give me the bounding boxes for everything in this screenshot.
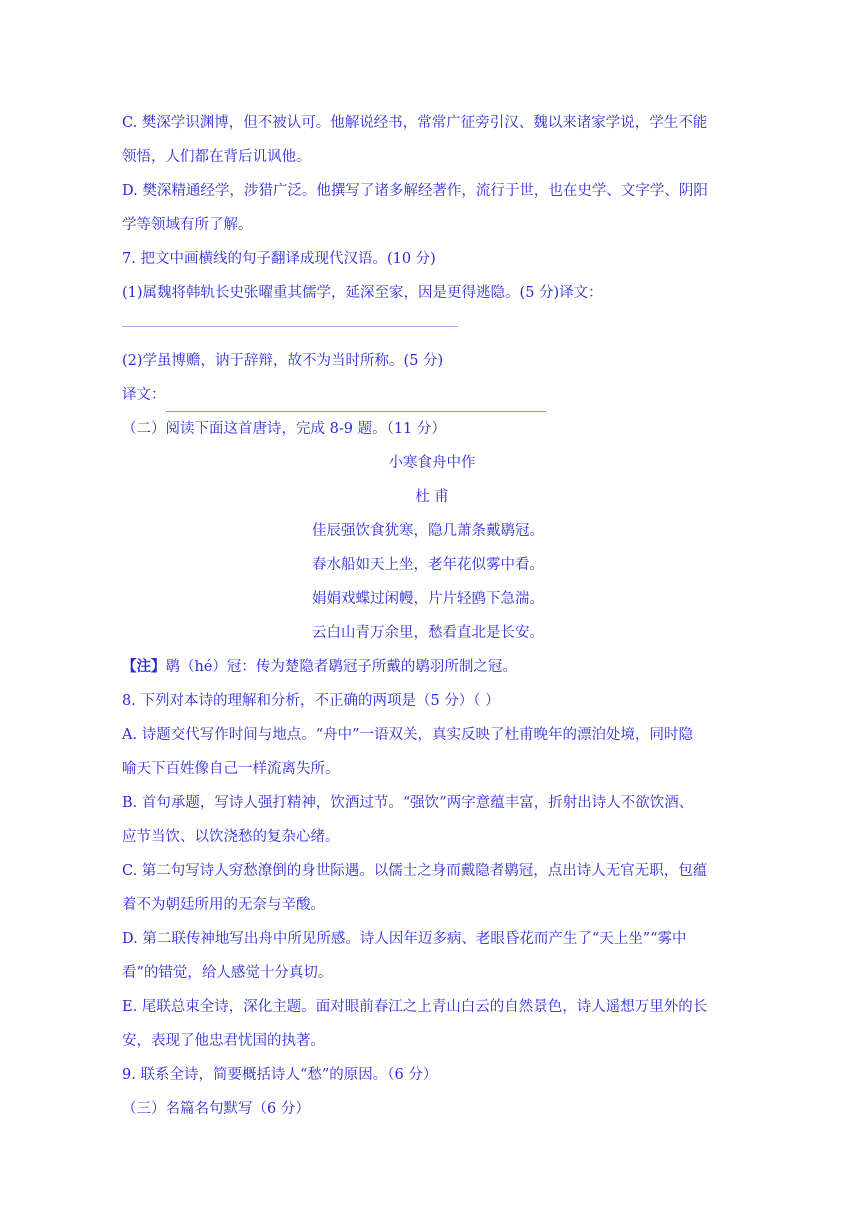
poem-line-2: 春水船如天上坐，老年花似雾中看。 <box>312 557 544 573</box>
translation-line <box>122 378 742 412</box>
answer-blank-1 <box>122 310 742 344</box>
option-c-line-2: 领悟，人们都在背后讥讽他。 <box>122 149 311 165</box>
question-8-option-b-line-1: B. 首句承题，写诗人强打精神，饮酒过节。“强饮”两字意蕴丰富，折射出诗人不欲饮酒、 <box>122 795 694 811</box>
question-8-option-e-line-2: 安，表现了他忠君忧国的执著。 <box>122 1033 325 1049</box>
question-8-option-c-line-1: C. 第二句写诗人穷愁潦倒的身世际遇。以儒士之身而戴隐者鹖冠，点出诗人无官无职，包蕴 <box>122 863 708 879</box>
question-7-part-2: (2)学虽博赡，讷于辞辩，故不为当时所称。(5 分) <box>122 353 444 369</box>
question-9: 9. 联系全诗，简要概括诗人“愁”的原因。（6 分） <box>122 1067 438 1083</box>
poem-line-4: 云白山青万余里，愁看直北是长安。 <box>312 625 544 641</box>
question-8-option-b-line-2: 应节当饮、以饮浇愁的复杂心绪。 <box>122 829 340 845</box>
question-7: 7. 把文中画横线的句子翻译成现代汉语。(10 分) <box>122 251 436 267</box>
translation-label: 译文： <box>122 387 166 403</box>
document-page <box>122 106 742 1126</box>
answer-blank-rule-1 <box>122 326 458 327</box>
poem-title: 小寒食舟中作 <box>388 455 476 471</box>
question-8: 8. 下列对本诗的理解和分析，不正确的两项是（5 分）（ ） <box>122 693 500 709</box>
question-8-option-d-line-1: D. 第二联传神地写出舟中所见所感。诗人因年迈多病、老眼昏花而产生了“天上坐”“雾中 <box>122 931 687 947</box>
question-8-option-d-line-2: 看”的错觉，给人感觉十分真切。 <box>122 965 333 981</box>
question-8-option-c-line-2: 着不为朝廷所用的无奈与辛酸。 <box>122 897 325 913</box>
option-d-line-2: 学等领域有所了解。 <box>122 217 253 233</box>
option-c-line-1: C. 樊深学识渊博，但不被认可。他解说经书，常常广征旁引汉、魏以来诸家学说，学生不能 <box>122 115 708 131</box>
poem-note <box>122 650 742 684</box>
note-text: 鹖（hé）冠：传为楚隐者鹖冠子所戴的鹖羽所制之冠。 <box>165 659 517 675</box>
option-d-line-1: D. 樊深精通经学，涉猎广泛。他撰写了诸多解经著作，流行于世，也在史学、文字学、阴阳 <box>122 183 708 199</box>
poem-line-3: 娟娟戏蝶过闲幔，片片轻鸥下急湍。 <box>312 591 544 607</box>
poem-author: 杜 甫 <box>415 489 449 505</box>
poem-line-1: 佳辰强饮食犹寒，隐几萧条戴鹖冠。 <box>312 523 544 539</box>
section-2-heading: （二）阅读下面这首唐诗，完成 8-9 题。（11 分） <box>122 421 446 437</box>
question-8-option-a-line-2: 喻天下百姓像自己一样流离失所。 <box>122 761 340 777</box>
question-8-option-e-line-1: E. 尾联总束全诗，深化主题。面对眼前春江之上青山白云的自然景色，诗人遥想万里外的长 <box>122 999 708 1015</box>
question-7-part-1: (1)属魏将韩轨长史张曜重其儒学，延深至家，因是更得逃隐。(5 分)译文： <box>122 285 603 301</box>
note-label: 【注】 <box>122 658 166 675</box>
section-3-heading: （三）名篇名句默写（6 分） <box>122 1101 310 1117</box>
question-8-option-a-line-1: A. 诗题交代写作时间与地点。“舟中”一语双关，真实反映了杜甫晚年的漂泊处境，同时隐 <box>122 727 694 743</box>
answer-blank-2 <box>166 391 546 412</box>
